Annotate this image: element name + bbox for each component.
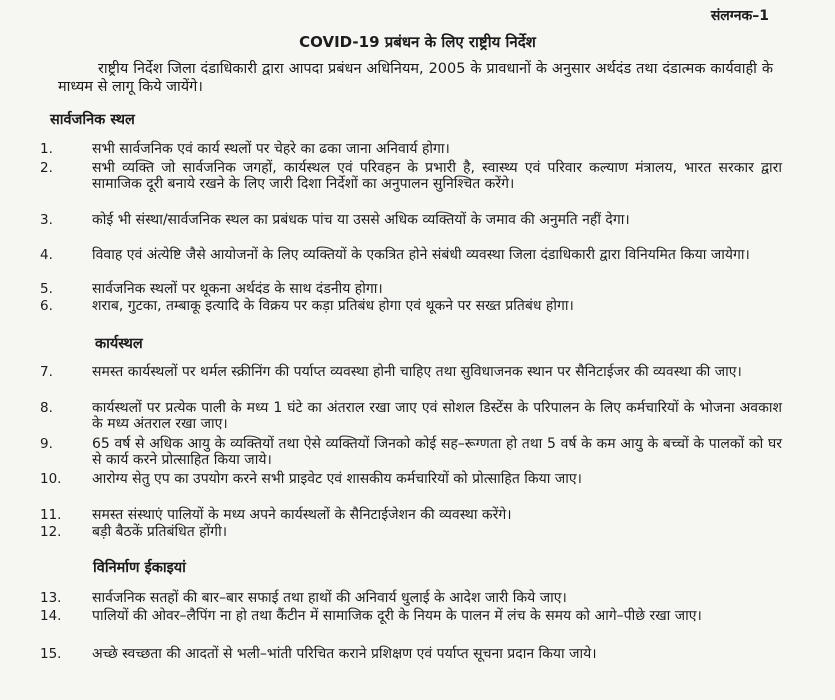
item-text: अच्छे स्वच्छता की आदतों से भली–भांती परिचित कराने प्रशिक्षण एवं पर्याप्त सूचना प्रदान किया जाये। [92, 646, 597, 662]
item-text: पालियों की ओवर–लैपिंग ना हो तथा कैंटीन में सामाजिक दूरी के नियम के पालन में लंच के समय को आगे–पीछे रखा जाए। [92, 608, 702, 624]
item-number: 13. [40, 590, 62, 606]
list-item [40, 298, 835, 315]
item-number: 9. [40, 436, 53, 452]
list-item [40, 471, 835, 507]
list-item [40, 160, 835, 212]
item-text: सार्वजनिक स्थलों पर थूकना अर्थदंड के साथ दंडनीय होगा। [92, 281, 383, 297]
list-item [40, 247, 835, 281]
item-number: 15. [40, 646, 62, 662]
list-item [40, 281, 835, 298]
list-item [40, 141, 835, 160]
item-text: सभी व्यक्ति जो सार्वजनिक जगहों, कार्यस्थल एवं परिवहन के प्रभारी है, स्वास्थ्य एवं परिवार कल्याण मंत्रालय, भारत सरकार द्वारा सामाजिक दूरी बनाये रखने के लिए जारी दिशा निर्देशों का अनुपालन सुनिश्चित करेंगे। [92, 160, 782, 192]
item-number: 7. [40, 364, 53, 380]
item-number: 6. [40, 298, 53, 314]
item-number: 12. [40, 524, 62, 540]
item-number: 8. [40, 400, 53, 416]
list-item [40, 364, 835, 400]
list-item [40, 436, 835, 471]
annexure-label: संलग्नक–1 [710, 8, 769, 24]
item-text: समस्त कार्यस्थलों पर थर्मल स्क्रीनिंग की पर्याप्त व्यवस्था होनी चाहिए तथा सुविधाजनक स्थान पर सैनिटाईजर की व्यवस्था की जाए। [92, 364, 742, 380]
item-text: सभी सार्वजनिक एवं कार्य स्थलों पर चेहरे का ढका जाना अनिवार्य होगा। [92, 141, 450, 157]
section-heading-public-places: सार्वजनिक स्थल [50, 112, 135, 128]
document-title: COVID-19 प्रबंधन के लिए राष्ट्रीय निर्देश [299, 33, 536, 51]
list-item [40, 608, 835, 646]
item-number: 10. [40, 471, 62, 487]
item-text: शराब, गुटका, तम्बाकू इत्यादि के विक्रय पर कड़ा प्रतिबंध होगा एवं थूकने पर सख्त प्रतिबंध होगा। [92, 298, 574, 314]
item-text: सार्वजनिक सतहों की बार–बार सफाई तथा हाथों की अनिवार्य धुलाई के आदेश जारी किये जाए। [92, 590, 567, 606]
intro-paragraph [58, 60, 773, 96]
intro-text: राष्ट्रीय निर्देश जिला दंडाधिकारी द्वारा आपदा प्रबंधन अधिनियम, 2005 के प्रावधानों के अनुसार अर्थदंड तथा दंडात्मक कार्यवाही के माध्यम से लागू किये जायेंगे। [58, 61, 773, 95]
item-text: कोई भी संस्था/सार्वजनिक स्थल का प्रबंधक पांच या उससे अधिक व्यक्तियों के जमाव की अनुमति नहीं देगा। [92, 212, 630, 228]
section-list-public-places [0, 141, 835, 315]
section-heading-manufacturing-units: विनिर्माण ईकाइयां [93, 560, 186, 576]
item-number: 2. [40, 160, 53, 176]
item-text: समस्त संस्थाएं पालियों के मध्य अपने कार्यस्थलों के सैनिटाईजेशन की व्यवस्था करेंगे। [92, 507, 512, 523]
list-item [40, 646, 835, 680]
section-heading-workplace: कार्यस्थल [95, 336, 143, 352]
item-number: 11. [40, 507, 62, 523]
item-text: आरोग्य सेतु एप का उपयोग करने सभी प्राइवेट एवं शासकीय कर्मचारियों को प्रोत्साहित किया जाए। [92, 471, 582, 487]
item-number: 1. [40, 141, 53, 157]
item-text: 65 वर्ष से अधिक आयु के व्यक्तियों तथा ऐसे व्यक्तियों जिनको कोई सह–रूग्णता हो तथा 5 वर्ष के कम आयु के बच्चों के पालकों को घर से कार्य करने प्रोत्साहित किया जाये। [92, 436, 782, 468]
list-item [40, 507, 835, 524]
section-list-manufacturing-units [0, 590, 835, 680]
item-number: 3. [40, 212, 53, 228]
list-item [40, 400, 835, 436]
item-text: विवाह एवं अंत्येष्टि जैसे आयोजनों के लिए व्यक्तियों के एकत्रित होने संबंधी व्यवस्था जिला दंडाधिकारी द्वारा विनियमित किया जायेगा। [92, 247, 750, 263]
item-text: कार्यस्थलों पर प्रत्येक पाली के मध्य 1 घंटे का अंतराल रखा जाए एवं सोशल डिस्टेंस के परिपालन के लिए कर्मचारियों के भोजना अवकाश के मध्य अंतराल रखा जाए। [92, 400, 782, 432]
item-number: 4. [40, 247, 53, 263]
item-number: 5. [40, 281, 53, 297]
item-text: बड़ी बैठकें प्रतिबंधित होंगी। [92, 524, 227, 540]
list-item [40, 524, 835, 541]
list-item [40, 590, 835, 608]
item-number: 14. [40, 608, 62, 624]
list-item [40, 212, 835, 247]
section-list-workplace [0, 364, 835, 541]
